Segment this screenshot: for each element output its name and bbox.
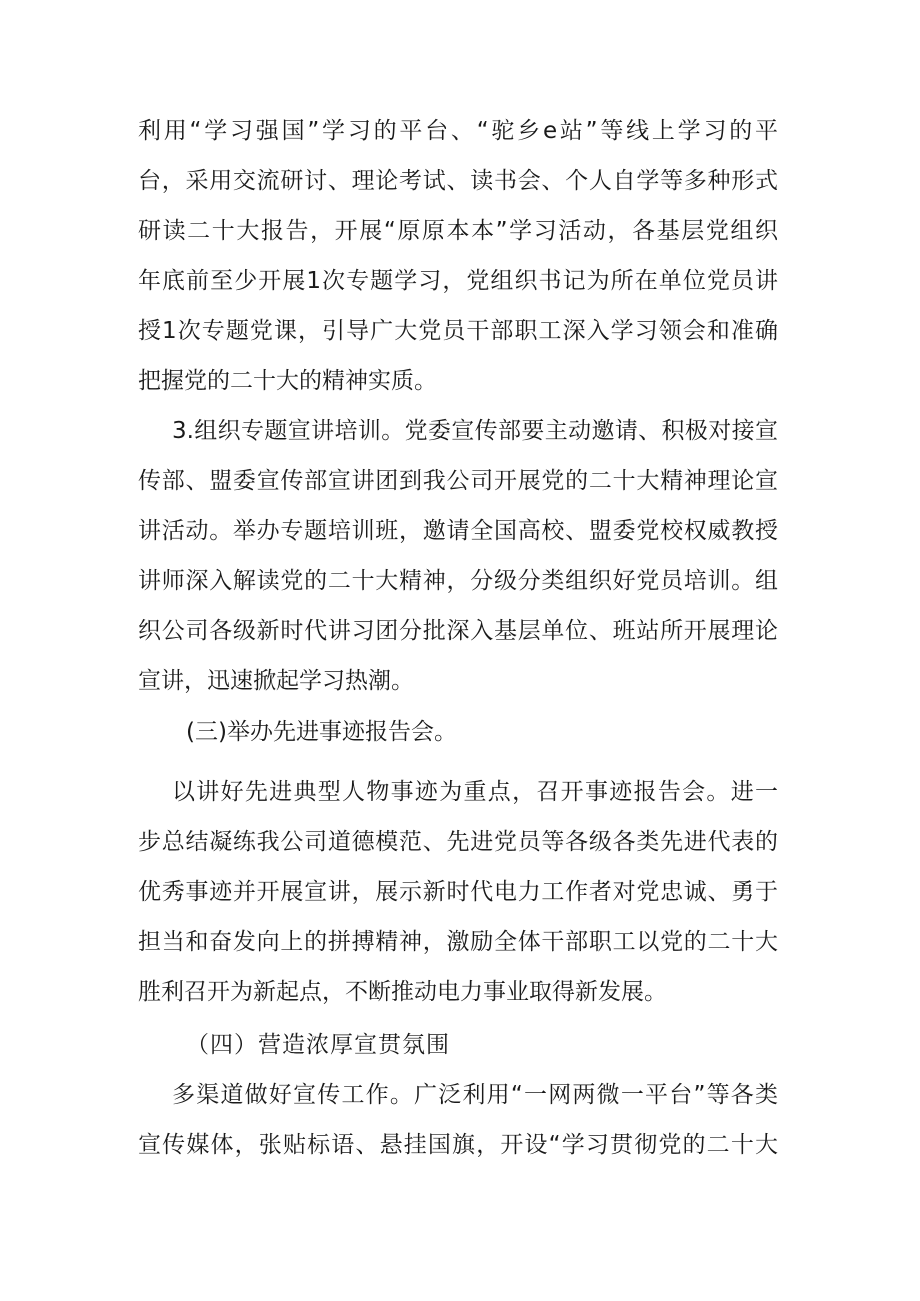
text-line: 宣讲，迅速掀起学习热潮。 [138, 668, 414, 694]
text-line: 优秀事迹并开展宣讲，展示新时代电力工作者对党忠诚、勇于 [138, 879, 778, 905]
section-heading-3: (三)举办先进事迹报告会。 [186, 719, 457, 745]
text-line: 织公司各级新时代讲习团分批深入基层单位、班站所开展理论 [138, 618, 778, 644]
text-line: 授1次专题党课，引导广大党员干部职工深入学习领会和准确 [138, 318, 778, 344]
text-line: 传部、盟委宣传部宣讲团到我公司开展党的二十大精神理论宣 [138, 468, 778, 494]
text-line: 步总结凝练我公司道德模范、先进党员等各级各类先进代表的 [138, 829, 778, 855]
text-line: 年底前至少开展1次专题学习，党组织书记为所在单位党员讲 [138, 268, 778, 294]
text-line: 讲师深入解读党的二十大精神，分级分类组织好党员培训。组 [138, 568, 778, 594]
text-line: 胜利召开为新起点，不断推动电力事业取得新发展。 [138, 979, 667, 1005]
section-heading-4: （四）营造浓厚宣贯氛围 [186, 1032, 450, 1058]
text-line: 讲活动。举办专题培训班，邀请全国高校、盟委党校权威教授 [138, 518, 778, 544]
text-line: 多渠道做好宣传工作。广泛利用“一网两微一平台”等各类 [172, 1082, 778, 1108]
text-line: 利用“学习强国”学习的平台、“驼乡e站”等线上学习的平 [138, 118, 778, 144]
text-line: 担当和奋发向上的拼搏精神，激励全体干部职工以党的二十大 [138, 929, 778, 955]
text-line: 宣传媒体，张贴标语、悬挂国旗，开设“学习贯彻党的二十大 [138, 1132, 778, 1158]
text-line: 以讲好先进典型人物事迹为重点，召开事迹报告会。进一 [172, 779, 778, 805]
text-line: 3.组织专题宣讲培训。党委宣传部要主动邀请、积极对接宣 [172, 418, 778, 444]
text-line: 台，采用交流研讨、理论考试、读书会、个人自学等多种形式 [138, 168, 778, 194]
text-line: 把握党的二十大的精神实质。 [138, 368, 437, 394]
text-line: 研读二十大报告，开展“原原本本”学习活动，各基层党组织 [138, 218, 778, 244]
